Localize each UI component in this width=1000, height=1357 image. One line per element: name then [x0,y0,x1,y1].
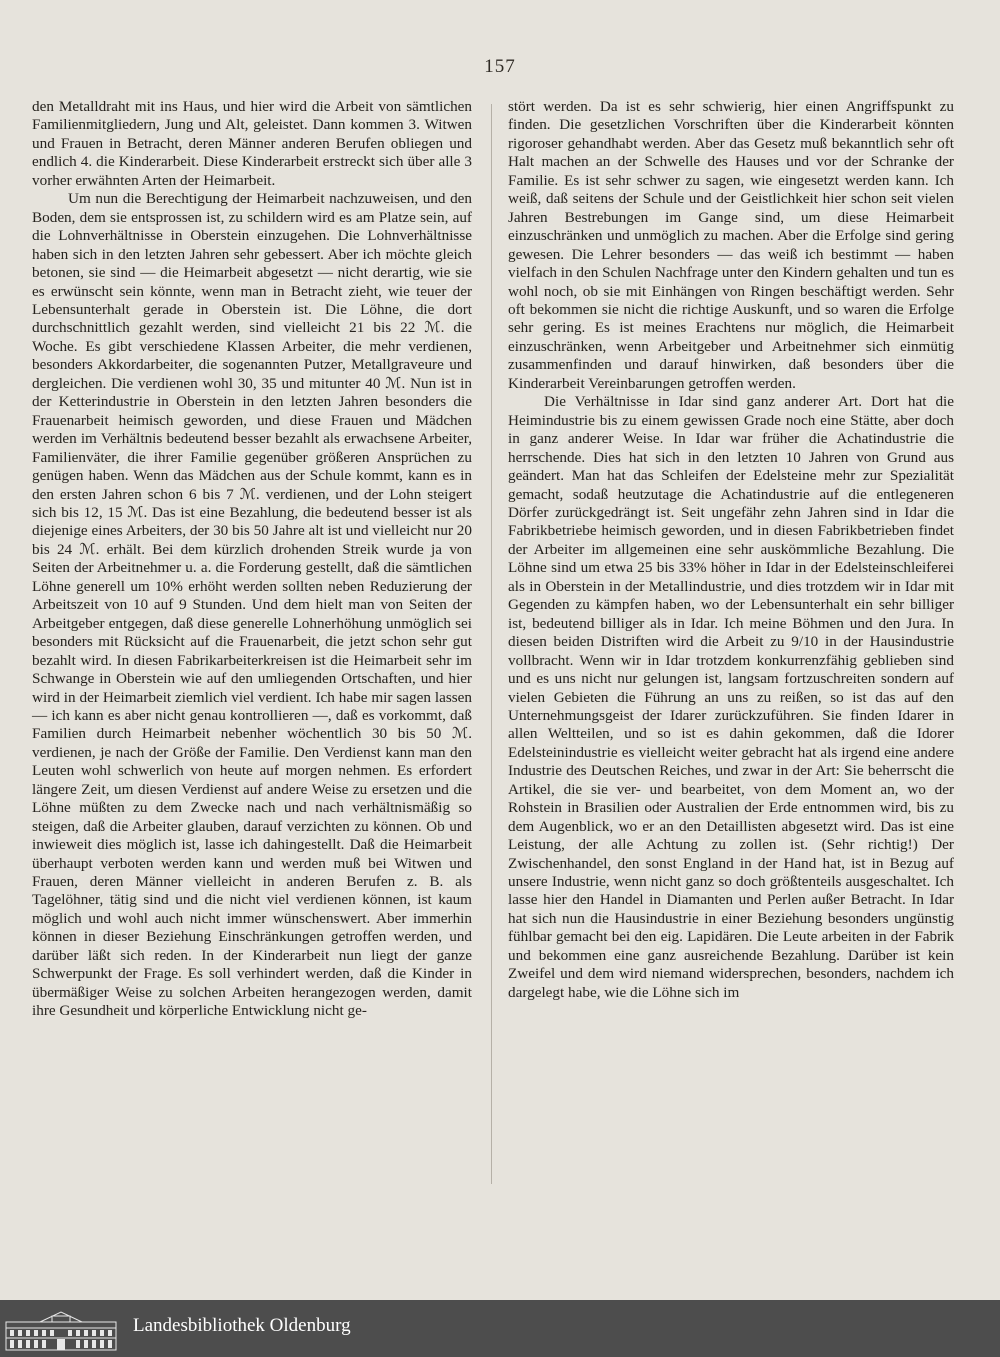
left-paragraph-1: den Metalldraht mit ins Haus, und hier wird die Arbeit von sämtlichen Familienmitgliedern, Jung und Alt, geleistet. Dann kommen 3. Witwen und Frauen in Betracht, deren Männer anderen Berufen obliegen und endlich 4. die Kinderarbeit. Diese Kinderarbeit erstreckt sich über alle 3 vorher erwähnten Arten der Heimarbeit. [32,98,472,189]
right-column [508,98,954,1002]
right-paragraph-1: stört werden. Da ist es sehr schwierig, hier einen Angriffspunkt zu finden. Die gesetzlichen Vorschriften über die Kinderarbeit könnten rigoroser gehandhabt werden. Aber das Gesetz muß bekanntlich sehr oft Halt machen an der Schwelle des Hauses und vor der Schranke der Familie. Es ist sehr schwer zu sagen, wie eingesetzt werden kann. Ich weiß, daß seitens der Schule und der Geistlichkeit hier schon seit vielen Jahren Bestrebungen im Gange sind, um diese Heimarbeit einzuschränken und unmöglich zu machen. Aber die Erfolge sind gering gewesen. Die Lehrer besonders — das weiß ich bestimmt — haben vielfach in den Schulen Nachfrage unter den Kindern gehalten und tun es wohl noch, ob sie mit Einhängen von Ringen beschäftigt werden. Sehr oft bekommen sie nicht die richtige Auskunft, und so waren die Erfolge sehr gering. Es ist meines Erachtens nur möglich, die Heimarbeit einzuschränken, wenn Arbeitgeber und Arbeitnehmer sich einmütig zusammenfinden und darauf hinwirken, daß besonders über die Kinderarbeit Vereinbarungen getroffen werden. [508,98,954,392]
right-paragraph-2: Die Verhältnisse in Idar sind ganz anderer Art. Dort hat die Heimindustrie bis zu einem gewissen Grade noch eine Stätte, aber doch in ganz anderer Weise. In Idar war früher die Achatindustrie die herrschende. Dies hat sich in den letzten 10 Jahren von Grund aus geändert. Man hat das Schleifen der Edelsteine mehr zur Spezialität gemacht, sodaß heutzutage die Achatindustrie auf die entlegeneren Dörfer zurückgedrängt ist. Seit ungefähr zehn Jahren sind in Idar die Fabrikbetriebe heimisch geworden, und in diesen Fabrikbetrieben findet der Arbeiter im allgemeinen eine sehr auskömmliche Bezahlung. Die Löhne sind um etwa 25 bis 33% höher in Idar in der Edelsteinschleiferei als in Oberstein in der Metallindustrie, und dies trotzdem wir in Idar mit Gegenden zu kämpfen haben, wo der Lebensunterhalt ein sehr billiger ist, bedeutend billiger als in Idar. Ich meine Böhmen und den Jura. In diesen beiden Distriften wird die Arbeit zu 9/10 in der Hausindustrie vollbracht. Wenn wir in Idar trotzdem konkurrenzfähig geblieben sind und es uns nicht nur gelungen ist, langsam fortzuschreiten sondern auf vielen Gebieten die Führung an uns zu reißen, so ist das auf den Unternehmungsgeist der Idarer zurückzuführen. Sie finden Idarer in allen Weltteilen, und so ist es dahin gekommen, daß die Idorer Edelsteinindustrie es vielleicht weiter gebracht hat als irgend eine andere Industrie des Deutschen Reiches, und zwar in der Art: Sie beherrscht die Artikel, die sie ver- und bearbeitet, von dem Moment an, wo der Rohstein in Brasilien oder Australien der Erde entnommen wird, bis zu dem Augenblick, wo er an den Detaillisten abgesetzt wird. Das ist eine Leistung, der alle Achtung zu zollen ist. (Sehr richtig!) Der Zwischenhandel, den sonst England in der Hand hat, ist in Bezug auf unsere Industrie, wenn nicht ganz so doch größtenteils ausgeschaltet. Ich lasse hier den Handel in Diamanten und Perlen außer Betracht. In Idar hat sich nun die Hausindustrie in einer Beziehung besonders ungünstig fühlbar gemacht bei den eig. Lapidären. Die Leute arbeiten in der Fabrik und bekommen eine ganz ausreichende Bezahlung. Darüber ist kein Zweifel und dem wird niemand widersprechen, besonders, nachdem ich dargelegt habe, wie die Löhne sich im [508,393,954,1001]
left-column [32,98,472,1021]
left-paragraph-2: Um nun die Berechtigung der Heimarbeit nachzuweisen, und den Boden, dem sie entsprossen ist, zu schildern wird es am Platze sein, auf die Lohnverhältnisse in Oberstein einzugehen. Die Lohnverhältnisse haben sich in den letzten Jahren sehr gebessert. Aber ich möchte gleich betonen, sie sind — die Heimarbeit abgesetzt — nicht derartig, wie sie es erwünscht sein könnte, wenn man in Betracht zieht, wie teuer der Lebensunterhalt gerade in Oberstein ist. Die Löhne, die dort durchschnittlich gezahlt werden, sind vielleicht 21 bis 22 ℳ. die Woche. Es gibt verschiedene Klassen Arbeiter, die mehr verdienen, besonders Akkordarbeiter, die sogenannten Putzer, Metallgraveure und dergleichen. Die verdienen wohl 30, 35 und mitunter 40 ℳ. Nun ist in der Ketterindustrie in Oberstein in den letzten Jahren besonders die Frauenarbeit heimisch geworden, und diese Frauen und Mädchen werden im Verhältnis bedeutend besser bezahlt als erwachsene Arbeiter, Familienväter, die ihrer Familie gegenüber größeren Ansprüchen zu genügen haben. Wenn das Mädchen aus der Schule kommt, kann es in den ersten Jahren schon 6 bis 7 ℳ. verdienen, und der Lohn steigert sich bis 12, 15 ℳ. Das ist eine Bezahlung, die bedeutend besser ist als diejenige eines Arbeiters, der 30 bis 50 Jahre alt ist und vielleicht nur 20 bis 24 ℳ. erhält. Bei dem kürzlich drohenden Streik wurde ja von Seiten der Arbeitnehmer u. a. die Forderung gestellt, daß die sämtlichen Löhne generell um 10% erhöht werden sollten neben Reduzierung der Arbeitszeit von 10 auf 9 Stunden. Und dem hielt man von Seiten der Arbeitgeber entgegen, daß diese generelle Lohnerhöhung unmöglich sei besonders mit Rücksicht auf die Frauenarbeit, die jetzt schon sehr gut bezahlt wird. In diesen Fabrikarbeiterkreisen ist die Heimarbeit sehr im Schwange in Oberstein wie auf den umliegenden Ortschaften, und hier wird in der Heimarbeit ziemlich viel verdient. Ich habe mir sagen lassen — ich kann es aber nicht genau kontrollieren —, daß es vorkommt, daß Familien durch Heimarbeit nebenher wöchentlich 30 bis 50 ℳ. verdienen, je nach der Größe der Familie. Den Verdienst kann man den Leuten wohl schwerlich von heute auf morgen nehmen. Es erfordert längere Zeit, um diesen Verdienst auf andere Weise zu ersetzen und die Löhne müßten zu dem Zwecke nach und nach verhältnismäßig so steigen, daß die Arbeiter glauben, darauf verzichten zu können. Ob und inwieweit dies möglich ist, lasse ich dahingestellt. Daß die Heimarbeit überhaupt verboten werden kann und werden muß bei Witwen und Frauen, deren Männer vielleicht in anderen Berufen z. B. als Tagelöhner, tätig sind und die nicht viel verdienen können, ist kaum möglich und wohl auch nicht immer wünschenswert. Aber immerhin können in dieser Beziehung Einschränkungen getroffen werden, und darüber läßt sich reden. In der Kinderarbeit nun liegt der ganze Schwerpunkt der Frage. Es soll verhindert werden, daß die Kinder in übermäßiger Weise zu solchen Arbeiten herangezogen werden, damit ihre Gesundheit und körperliche Entwicklung nicht ge- [32,190,472,1020]
library-footer [0,1300,1000,1357]
column-divider [491,104,492,1184]
library-building-logo [0,1308,122,1354]
library-name: Landesbibliothek Oldenburg [133,1315,351,1336]
page-number: 157 [484,56,516,77]
